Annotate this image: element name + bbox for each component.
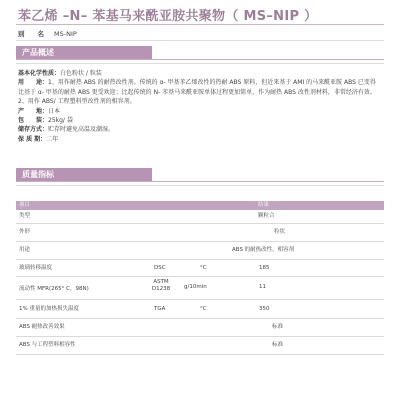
info-label: 用 途： bbox=[18, 79, 49, 87]
info-row bbox=[18, 125, 380, 134]
info-value: 25kg/ 袋 bbox=[48, 117, 73, 125]
cell-result: 粒状 bbox=[274, 229, 286, 235]
quality-table bbox=[16, 201, 384, 355]
cell-result: 11 bbox=[259, 284, 266, 290]
cell-item: 流动性 MFR(265° C，98N) bbox=[19, 286, 89, 292]
table-header bbox=[16, 201, 384, 210]
info-value: 日本 bbox=[48, 107, 61, 115]
cell-method: TGA bbox=[154, 306, 166, 312]
cell-result: 185 bbox=[259, 265, 270, 271]
cell-method: ASTM D1238 bbox=[151, 279, 171, 292]
section-divider bbox=[16, 63, 384, 64]
cell-condition: g/10min bbox=[184, 284, 207, 290]
table-row bbox=[16, 242, 384, 260]
header-item: 项目 bbox=[19, 202, 31, 208]
info-row bbox=[18, 107, 380, 116]
info-value: 白色粉状 / 粒装 bbox=[60, 70, 102, 77]
info-value: 二年 bbox=[46, 135, 59, 143]
cell-result: ABS 的耐热改性，相容剂 bbox=[232, 247, 295, 253]
info-row bbox=[18, 69, 380, 78]
cell-result: 标准 bbox=[272, 324, 284, 330]
table-row bbox=[16, 277, 384, 300]
section-header-quality: 质量指标 bbox=[16, 168, 152, 181]
cell-item: 1% 重量的加热损失温度 bbox=[19, 306, 79, 312]
cell-item: 外形 bbox=[19, 229, 31, 235]
cell-item: 玻璃转移温度 bbox=[19, 265, 53, 271]
info-row bbox=[18, 78, 380, 106]
section-divider bbox=[16, 59, 384, 60]
info-label: 产 地： bbox=[18, 107, 49, 115]
cell-item: ABS 与工程塑料相容性 bbox=[19, 342, 76, 348]
cell-result: 标准 bbox=[272, 342, 284, 348]
info-value: 1、用作耐热 ABS 的耐热改性剂。传统的 α- 甲基苯乙烯改性的热耐 ABS 原料，但近来基于 AMI 的马来酰亚胺 ABS 已变得比基于 α- 甲基的耐热 ABS 更受欢迎；比起传统的 N- 苯基马来酰亚胺单体过程更加简单，作为耐热 ABS 改性剂材料，非常经济有效。2、用作 ABS/ 工程塑料型改性剂的相容剂。 bbox=[18, 79, 376, 106]
table-row bbox=[16, 260, 384, 277]
cell-result: 颗粒合 bbox=[258, 213, 275, 219]
cell-item: 类型 bbox=[19, 213, 31, 219]
alias-row bbox=[18, 29, 77, 38]
cell-method: DSC bbox=[154, 265, 166, 271]
alias-divider bbox=[16, 40, 384, 41]
info-row bbox=[18, 135, 380, 144]
info-label: 包 装： bbox=[18, 117, 49, 125]
section-divider bbox=[16, 181, 384, 182]
alias-label: 别 名 bbox=[18, 30, 44, 38]
cell-unit: °C bbox=[200, 265, 207, 271]
cell-item: 用途 bbox=[19, 247, 31, 253]
table-row bbox=[16, 224, 384, 242]
table-row bbox=[16, 319, 384, 337]
info-label: 保 质 期： bbox=[18, 135, 47, 143]
info-row bbox=[18, 116, 380, 125]
section-header-overview: 产品概述 bbox=[16, 46, 152, 59]
product-info bbox=[18, 69, 380, 144]
cell-item: ABS 耐热改善效果 bbox=[19, 324, 65, 330]
table-row bbox=[16, 210, 384, 224]
cell-result: 350 bbox=[259, 306, 270, 312]
table-row bbox=[16, 337, 384, 355]
info-label: 储存方式： bbox=[18, 126, 49, 134]
alias-value: MS-NIP bbox=[54, 30, 77, 38]
section-divider bbox=[16, 185, 384, 186]
page-title: 苯乙烯 –N– 苯基马来酰亚胺共聚物（ MS–NIP ） bbox=[18, 9, 318, 24]
info-value: 贮存时避免高温及潮湿。 bbox=[48, 126, 115, 134]
title-divider bbox=[16, 24, 384, 25]
header-result: 结果 bbox=[258, 202, 270, 208]
info-label: 基本化学性质： bbox=[18, 70, 61, 77]
cell-unit: °C bbox=[200, 306, 207, 312]
table-row bbox=[16, 300, 384, 319]
